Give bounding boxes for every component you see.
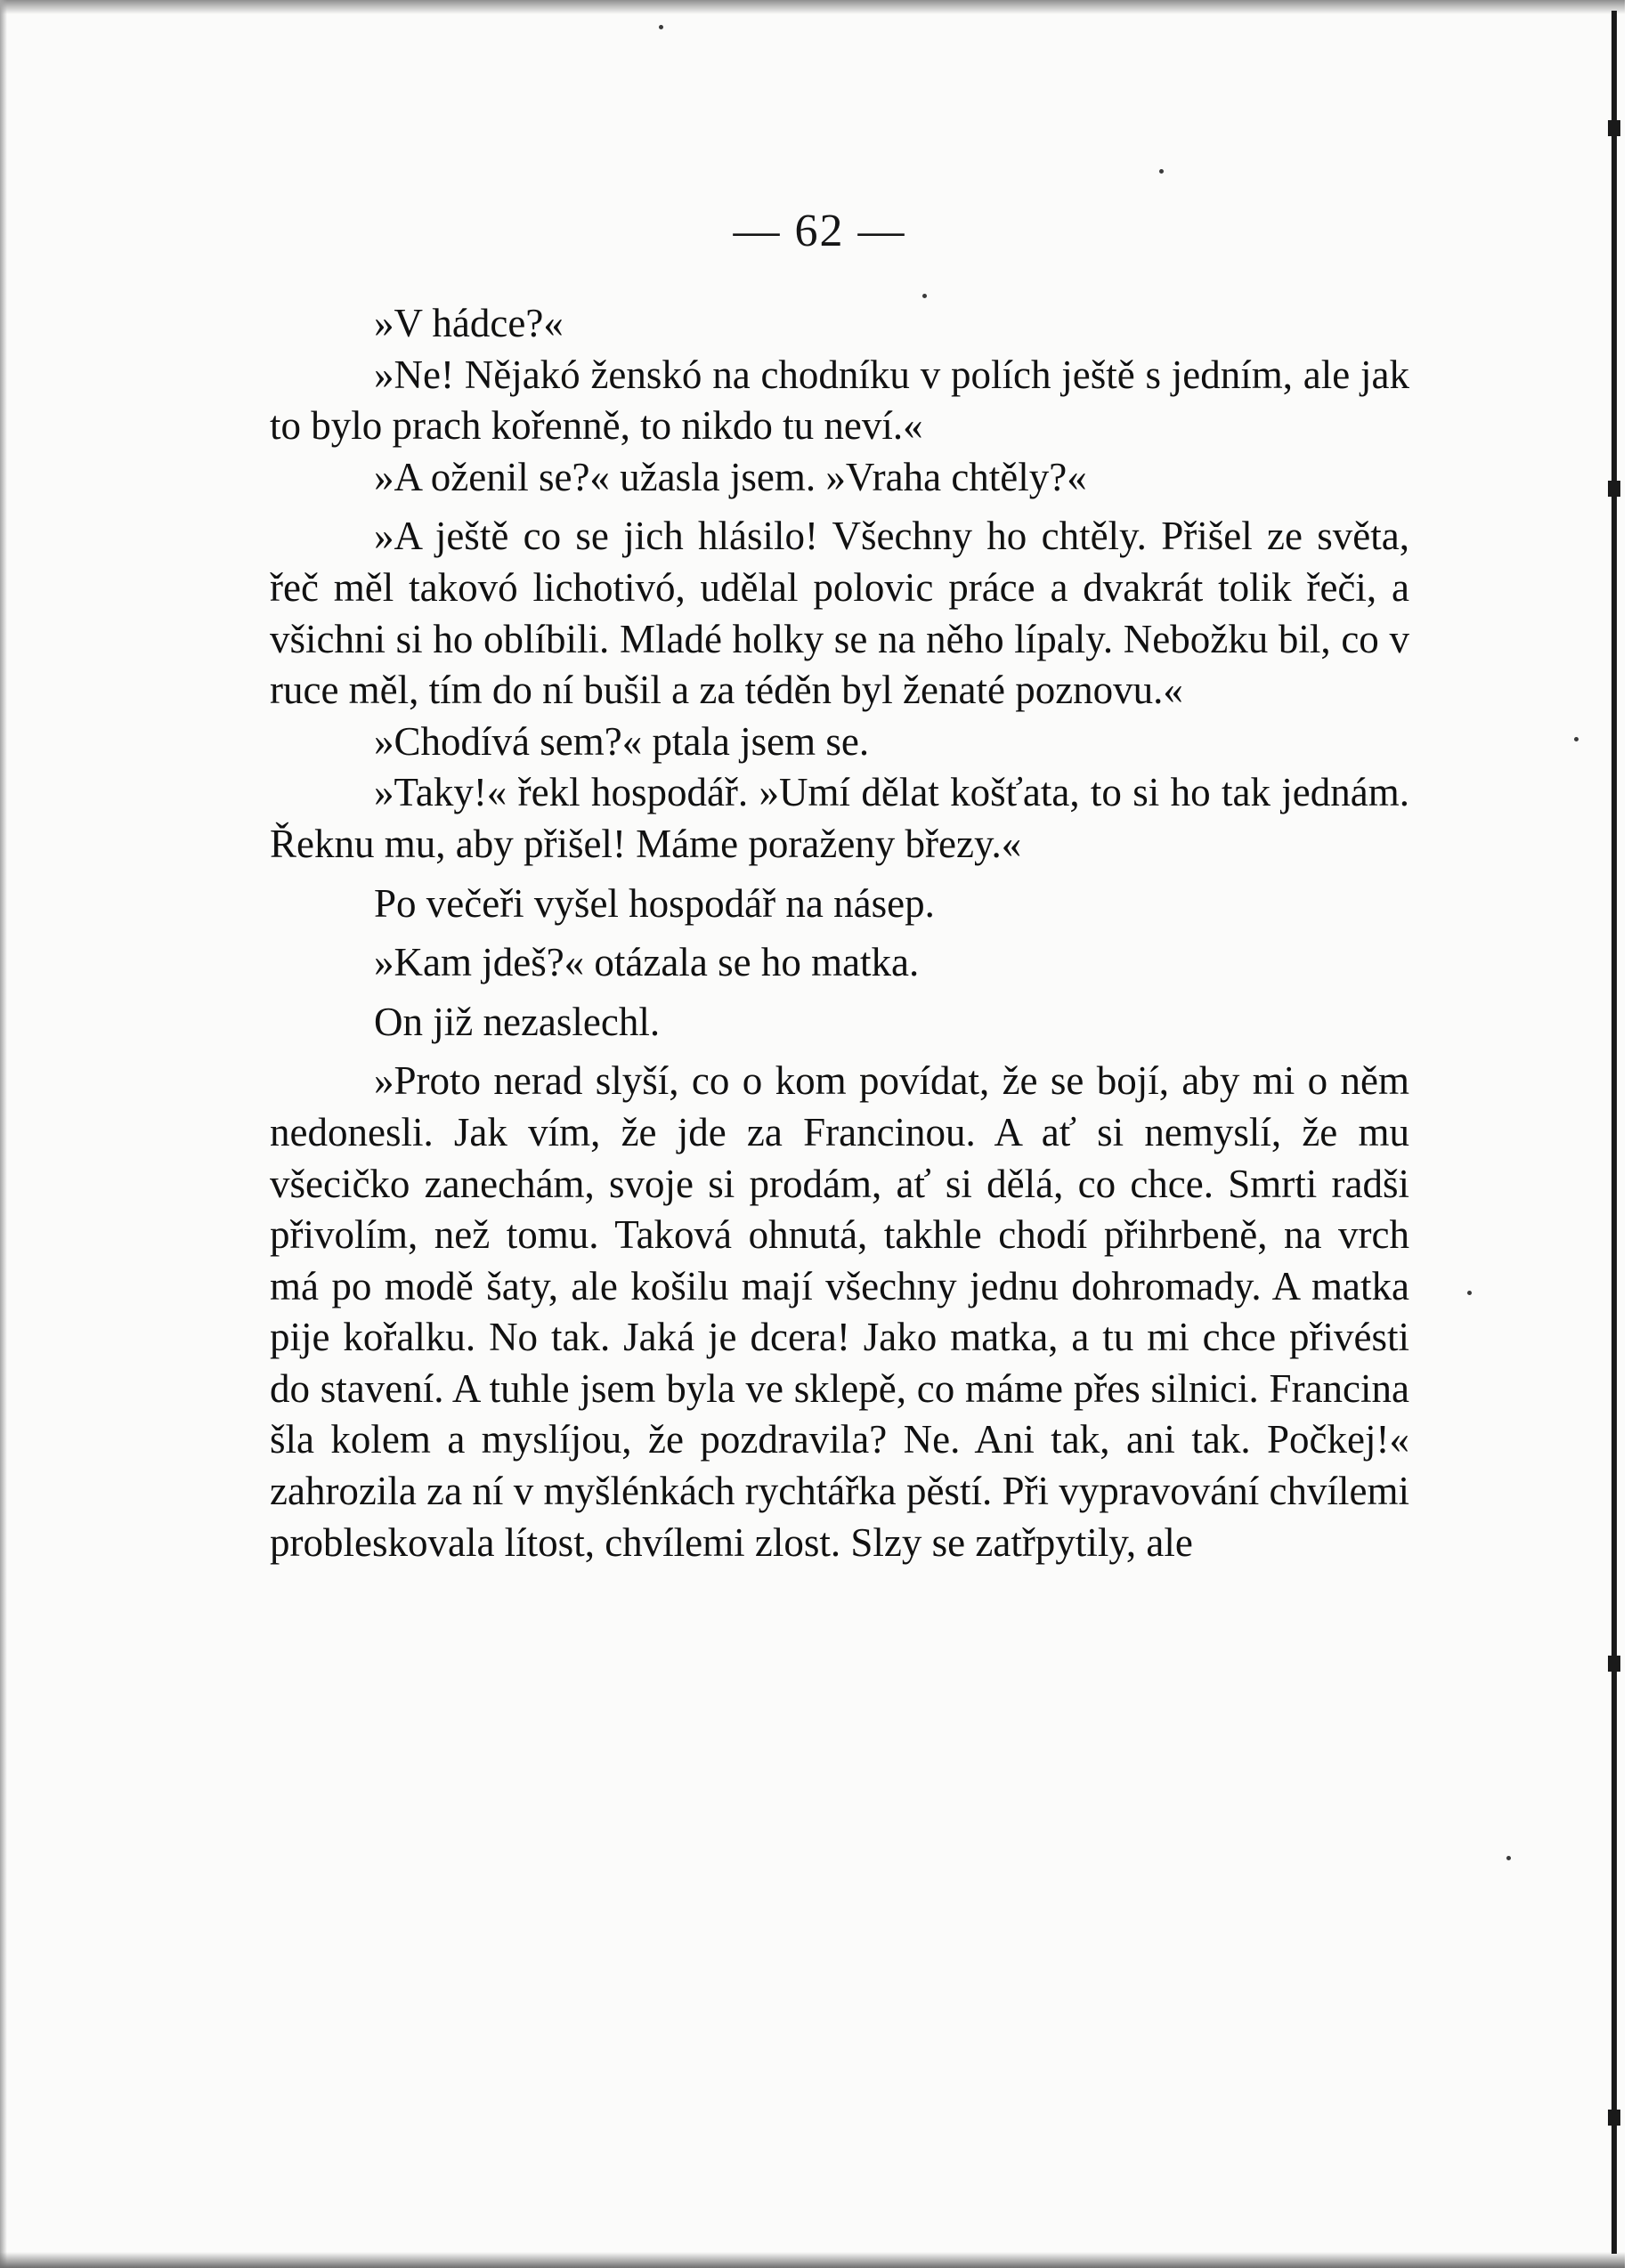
paragraph-1: »V hádce?« bbox=[374, 301, 564, 345]
paragraph-6: »Taky!« řekl hospodář. »Umí dělat košťata, to si ho tak jednám. Řeknu mu, aby přišel! Máme poraženy březy.« bbox=[270, 770, 1409, 866]
paragraph-4: »A ještě co se jich hlásilo! Všechny ho chtěly. Přišel ze světa, řeč měl takovó lichotivó, udělal polovic práce a dvakrát tolik řeči, a všichni si ho oblíbili. Mladé holky se na něho lípaly. Nebožku bil, co v ruce měl, tím do ní bušil a za téděn byl ženaté poznovu.« bbox=[270, 514, 1409, 713]
paragraph-9: On již nezaslechl. bbox=[374, 999, 661, 1044]
binding-notch bbox=[1608, 481, 1620, 497]
paragraph-5: »Chodívá sem?« ptala jsem se. bbox=[374, 718, 870, 764]
paragraph-2: »Ne! Nějakó ženskó na chodníku v polích ještě s jedním, ale jak to bylo prach kořenně, to nikdo tu neví.« bbox=[270, 352, 1409, 449]
binding-notch bbox=[1608, 120, 1620, 136]
scan-speck bbox=[1467, 1291, 1472, 1295]
binding-notch bbox=[1608, 1656, 1620, 1672]
scan-edge-left bbox=[0, 0, 7, 2268]
scan-margin-right bbox=[1625, 0, 1648, 2268]
binding-notch bbox=[1608, 2110, 1620, 2126]
body-text bbox=[270, 298, 1409, 1568]
paragraph-8: »Kam jdeš?« otázala se ho matka. bbox=[374, 940, 920, 985]
scan-speck bbox=[1159, 169, 1164, 174]
scan-speck bbox=[1574, 737, 1579, 741]
scan-edge-top bbox=[0, 0, 1648, 14]
scan-edge-bottom bbox=[0, 2252, 1648, 2268]
paragraph-3: »A oženil se?« užasla jsem. »Vraha chtěly?« bbox=[374, 454, 1087, 499]
binding-edge-line bbox=[1611, 11, 1617, 2254]
scan-speck bbox=[1506, 1856, 1511, 1860]
scan-speck bbox=[659, 25, 663, 29]
page-number: — 62 — bbox=[733, 206, 906, 256]
paragraph-10: »Proto nerad slyší, co o kom povídat, že se bojí, aby mi o něm nedonesli. Jak vím, že jde za Francinou. A ať si nemyslí, že mu všecičko zanechám, svoje si prodám, ať si dělá, co chce. Smrti radši přivolím, než tomu. Taková ohnutá, takhle chodí přihrbeně, na vrch má po modě šaty, ale košilu mají všechny jednu dohromady. A matka pije kořalku. No tak. Jaká je dcera! Jako matka, a tu mi chce přivésti do stavení. A tuhle jsem byla ve sklepě, co máme přes silnici. Francina šla kolem a myslíjou, že pozdravila? Ne. Ani tak, ani tak. Počkej!« zahrozila za ní v myšlénkách rychtářka pěstí. Při vypravování chvílemi probleskovala lítost, chvílemi zlost. Slzy se zatřpytily, ale bbox=[270, 1058, 1409, 1565]
paragraph-7: Po večeři vyšel hospodář na násep. bbox=[374, 880, 935, 926]
